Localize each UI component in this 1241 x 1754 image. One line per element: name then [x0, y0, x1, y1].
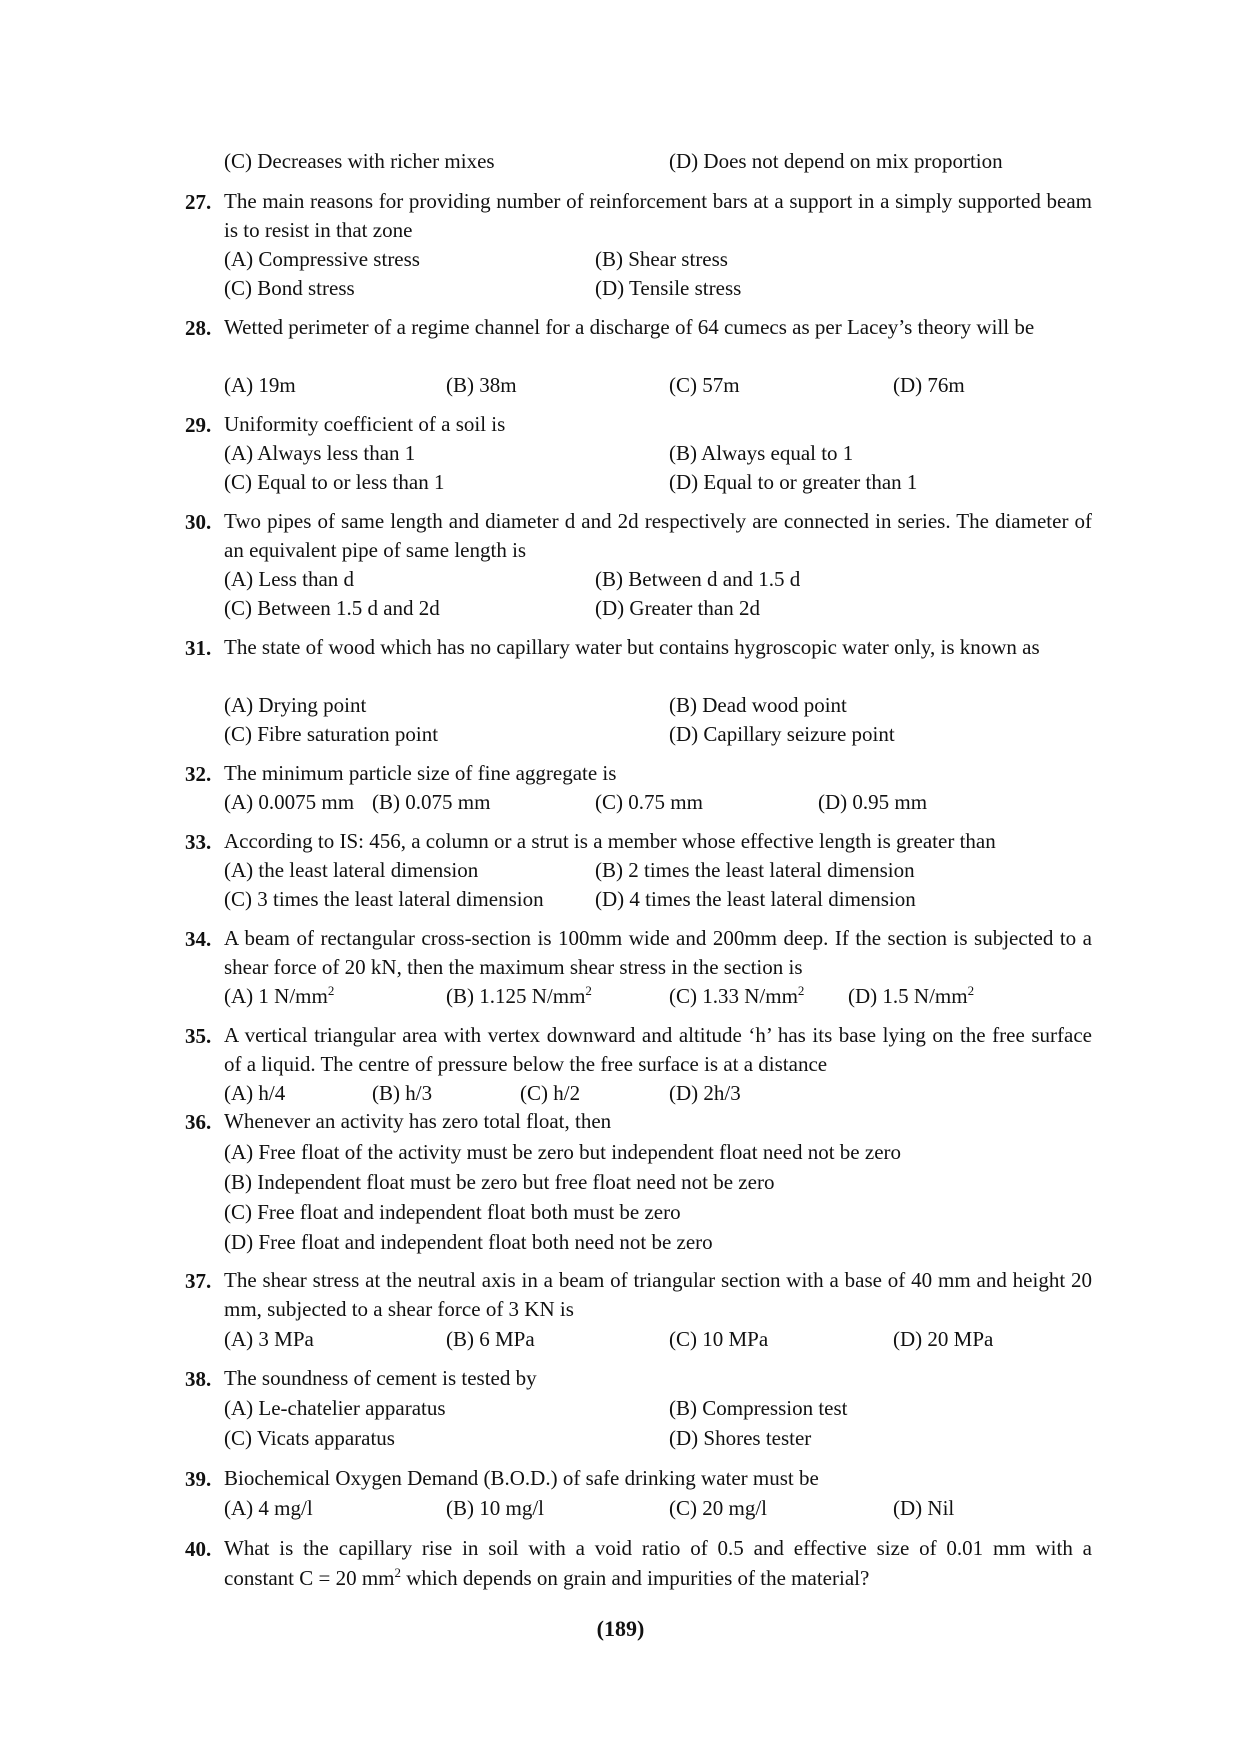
option-c: (C) 0.75 mm [595, 790, 703, 814]
question-number: 30. [185, 510, 212, 534]
question-number: 37. [185, 1269, 212, 1293]
option-b: (B) Compression test [669, 1396, 848, 1420]
option-c: (C) h/2 [520, 1081, 581, 1105]
option-b: (B) Shear stress [595, 247, 728, 271]
question-number: 39. [185, 1467, 212, 1491]
question-text: The main reasons for providing number of reinforcement bars at a support in a simply supported beam is to resist in that zone [224, 189, 1092, 242]
option-c: (C) Decreases with richer mixes [224, 149, 495, 173]
question-text: The minimum particle size of fine aggregate is [224, 761, 617, 785]
option-c: (C) Bond stress [224, 276, 355, 300]
question-number: 38. [185, 1367, 212, 1391]
option-d: (D) Nil [893, 1496, 955, 1520]
option-a: (A) Le-chatelier apparatus [224, 1396, 446, 1420]
option-d: (D) Greater than 2d [595, 596, 761, 620]
option-c: (C) 57m [669, 373, 740, 397]
option-d: (D) Does not depend on mix proportion [669, 149, 1003, 173]
option-b: (B) 2 times the least lateral dimension [595, 858, 915, 882]
option-a: (A) Always less than 1 [224, 441, 416, 465]
option-d: (D) Equal to or greater than 1 [669, 470, 918, 494]
option-a: (A) Free float of the activity must be zero but independent float need not be zero [224, 1140, 902, 1164]
question-text: What is the capillary rise in soil with a void ratio of 0.5 and effective size of 0.01 mm with a [224, 1536, 1092, 1560]
option-c: (C) Vicats apparatus [224, 1426, 395, 1450]
option-d: (D) Tensile stress [595, 276, 742, 300]
option-a: (A) 19m [224, 373, 296, 397]
option-a: (A) 0.0075 mm [224, 790, 355, 814]
option-c: (C) Between 1.5 d and 2d [224, 596, 440, 620]
option-b: (B) Independent float must be zero but free float need not be zero [224, 1170, 775, 1194]
question-text: A beam of rectangular cross-section is 100mm wide and 200mm deep. If the section is subjected to a shear force of 20 kN, then the maximum shear stress in the section is [224, 926, 1092, 979]
option-a: (A) h/4 [224, 1081, 286, 1105]
option-c: (C) 20 mg/l [669, 1496, 767, 1520]
option-b: (B) Between d and 1.5 d [595, 567, 801, 591]
option-b: (B) 10 mg/l [446, 1496, 544, 1520]
question-number: 32. [185, 762, 212, 786]
option-d: (D) Free float and independent float both need not be zero [224, 1230, 713, 1254]
question-text: According to IS: 456, a column or a strut is a member whose effective length is greater than [224, 829, 996, 853]
question-number: 29. [185, 413, 212, 437]
option-b: (B) 6 MPa [446, 1327, 535, 1351]
option-c: (C) Equal to or less than 1 [224, 470, 445, 494]
question-text: The shear stress at the neutral axis in a beam of triangular section with a base of 40 mm and height 20 mm, subjected to a shear force of 3 KN is [224, 1268, 1092, 1321]
option-b: (B) h/3 [372, 1081, 433, 1105]
option-d: (D) 2h/3 [669, 1081, 741, 1105]
page-number: (189) [596, 1616, 645, 1641]
option-a: (A) Less than d [224, 567, 355, 591]
option-d: (D) 0.95 mm [818, 790, 928, 814]
question-number: 31. [185, 636, 212, 660]
option-a: (A) 3 MPa [224, 1327, 314, 1351]
option-a: (A) the least lateral dimension [224, 858, 479, 882]
option-a: (A) Drying point [224, 693, 367, 717]
option-b: (B) Always equal to 1 [669, 441, 854, 465]
option-d: (D) 1.5 $N/mm^2$ [848, 983, 975, 1008]
option-d: (D) Capillary seizure point [669, 722, 895, 746]
option-d: (D) Shores tester [669, 1426, 812, 1450]
question-text: Biochemical Oxygen Demand (B.O.D.) of safe drinking water must be [224, 1466, 819, 1490]
question-number: 35. [185, 1024, 212, 1048]
question-number: 34. [185, 927, 212, 951]
option-c: (C) 1.33 $N/mm^2$ [669, 983, 805, 1008]
option-b: (B) 1.125 $N/mm^2$ [446, 983, 592, 1008]
question-number: 36. [185, 1110, 212, 1134]
option-d: (D) 20 MPa [893, 1327, 994, 1351]
question-text: Uniformity coefficient of a soil is [224, 412, 506, 436]
question-text: Whenever an activity has zero total float, then [224, 1109, 612, 1133]
option-d: (D) 4 times the least lateral dimension [595, 887, 916, 911]
question-number: 28. [185, 316, 212, 340]
question-text: Wetted perimeter of a regime channel for a discharge of 64 cumecs as per Lacey’s theory will be [224, 315, 1035, 339]
question-text: The soundness of cement is tested by [224, 1366, 537, 1390]
option-c: (C) 3 times the least lateral dimension [224, 887, 544, 911]
question-number: 40. [185, 1537, 212, 1561]
option-a: (A) Compressive stress [224, 247, 420, 271]
question-number: 33. [185, 830, 212, 854]
option-b: (B) 0.075 mm [372, 790, 491, 814]
question-text: The state of wood which has no capillary water but contains hygroscopic water only, is known as [224, 635, 1040, 659]
option-d: (D) 76m [893, 373, 965, 397]
option-a: (A) 4 mg/l [224, 1496, 313, 1520]
question-text: Two pipes of same length and diameter d and 2d respectively are connected in series. The diameter of an equivalent pipe of same length is [224, 509, 1092, 562]
option-b: (B) 38m [446, 373, 517, 397]
question-text: A vertical triangular area with vertex downward and altitude ‘h’ has its base lying on the free surface of a liquid. The centre of pressure below the free surface is at a distance [224, 1023, 1092, 1076]
option-a: (A) 1 $N/mm^2$ [224, 983, 335, 1008]
option-c: (C) Free float and independent float both must be zero [224, 1200, 681, 1224]
question-number: 27. [185, 190, 212, 214]
option-c: (C) Fibre saturation point [224, 722, 439, 746]
option-b: (B) Dead wood point [669, 693, 847, 717]
option-c: (C) 10 MPa [669, 1327, 769, 1351]
question-text-continued: constant C = 20 $mm^2$ which depends on grain and impurities of the material? [224, 1565, 870, 1590]
